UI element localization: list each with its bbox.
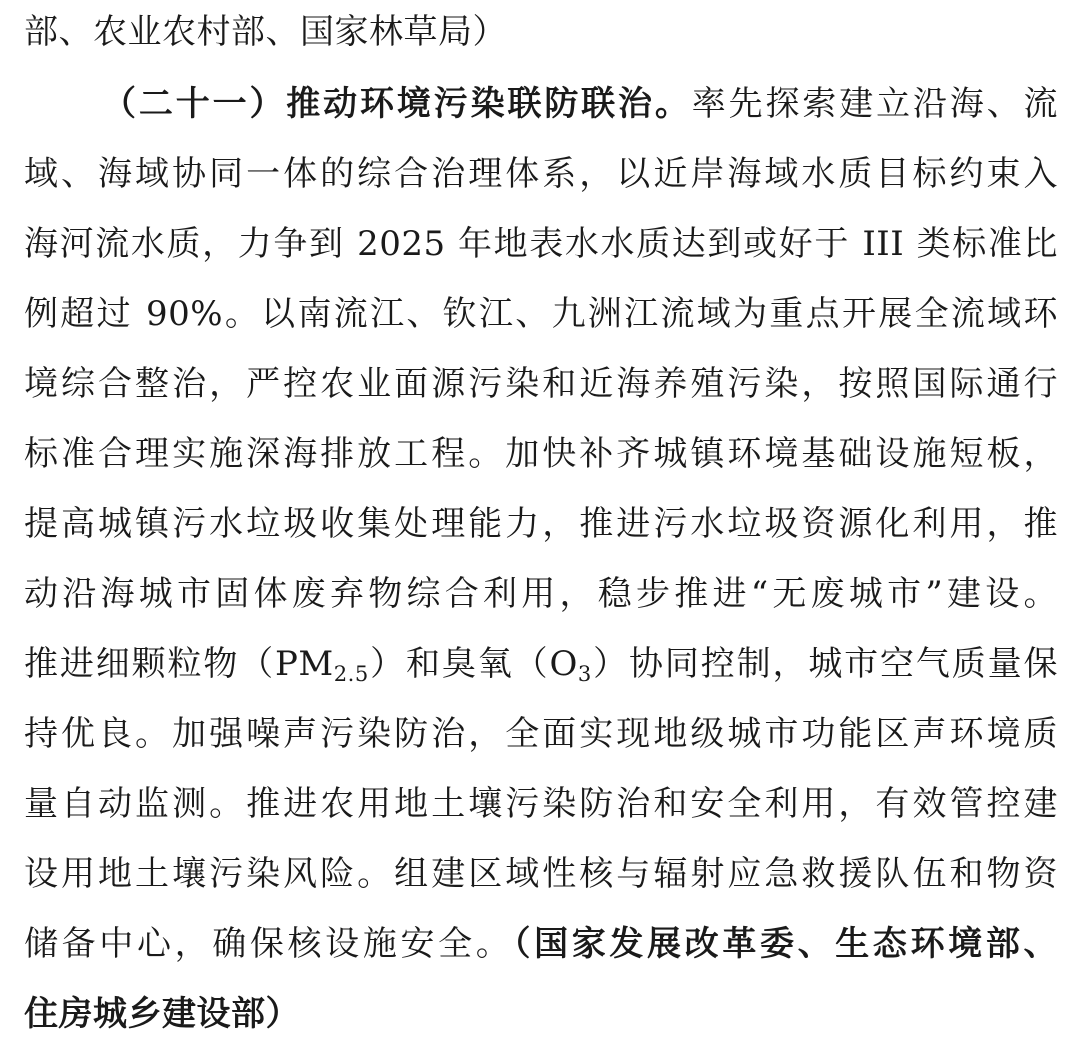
- text-line-4: [24, 214, 1058, 274]
- line-text: 域、海域协同一体的综合治理体系，以近岸海域水质目标约束入: [24, 154, 1058, 194]
- line-text: 动沿海城市固体废弃物综合利用，稳步推进“无废城市”建设。: [24, 574, 1058, 614]
- line-text: 率先探索建立沿海、流: [691, 84, 1058, 124]
- line-text: 持优良。加强噪声污染防治，全面实现地级城市功能区声环境质: [24, 714, 1058, 754]
- text-line-15: [24, 984, 1058, 1044]
- line-text: 标准合理实施深海排放工程。加快补齐城镇环境基础设施短板，: [24, 434, 1058, 474]
- responsible-departments: 住房城乡建设部）: [24, 994, 300, 1034]
- text-line-2: [102, 74, 1058, 134]
- text-line-5: [24, 284, 1058, 344]
- line-text: 境综合整治，严控农业面源污染和近海养殖污染，按照国际通行: [24, 364, 1058, 404]
- text-line-8: [24, 494, 1058, 554]
- line-text: ）和臭氧（O: [368, 644, 578, 684]
- line-text: 部、农业农村部、国家林草局）: [24, 12, 507, 52]
- pm-subscript: 2.5: [333, 660, 369, 686]
- line-text: 储备中心，确保核设施安全。: [24, 924, 514, 964]
- line-text: 例超过 90%。以南流江、钦江、九洲江流域为重点开展全流域环: [24, 294, 1058, 334]
- ozone-subscript: 3: [577, 660, 592, 686]
- line-text: 推进细颗粒物（PM: [24, 644, 334, 684]
- section-heading: （二十一）推动环境污染联防联治。: [102, 84, 692, 124]
- responsible-departments: （国家发展改革委、生态环境部、: [513, 924, 1058, 964]
- line-text: 提高城镇污水垃圾收集处理能力，推进污水垃圾资源化利用，推: [24, 504, 1058, 544]
- line-text: 海河流水质，力争到 2025 年地表水水质达到或好于 III 类标准比: [24, 224, 1058, 264]
- text-line-9: [24, 564, 1058, 624]
- text-line-14: [24, 914, 1058, 974]
- text-line-6: [24, 354, 1058, 414]
- text-line-7: [24, 424, 1058, 484]
- line-text: ）协同控制，城市空气质量保: [591, 644, 1058, 684]
- line-text: 设用地土壤污染风险。组建区域性核与辐射应急救援队伍和物资: [24, 854, 1058, 894]
- text-line-3: [24, 144, 1058, 204]
- text-line-10: [24, 634, 1058, 694]
- text-line-12: [24, 774, 1058, 834]
- text-line-1: [24, 2, 1058, 62]
- text-line-13: [24, 844, 1058, 904]
- line-text: 量自动监测。推进农用地土壤污染防治和安全利用，有效管控建: [24, 784, 1058, 824]
- text-line-11: [24, 704, 1058, 764]
